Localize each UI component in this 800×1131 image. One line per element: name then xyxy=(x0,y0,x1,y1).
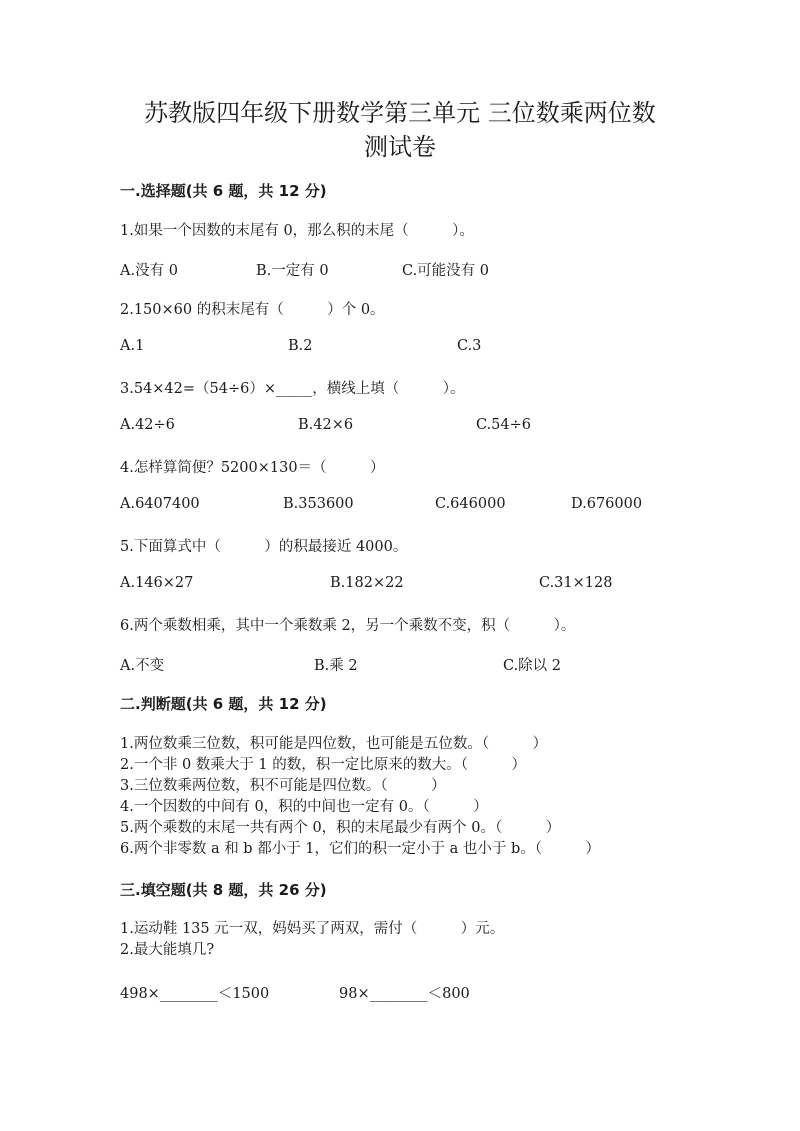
question-option: A.42÷6 xyxy=(120,417,175,433)
question-option: A.没有 0 xyxy=(120,263,178,279)
judge-item: 1.两位数乘三位数，积可能是四位数，也可能是五位数。（ ） xyxy=(120,736,548,752)
question-option: B.2 xyxy=(288,338,313,354)
judge-item: 4.一个因数的中间有 0，积的中间也一定有 0。（ ） xyxy=(120,799,488,815)
question-text: 3.54×42=（54÷6）×_____，横线上填（ ）。 xyxy=(120,381,465,397)
question-option: C.646000 xyxy=(435,496,506,512)
section-heading: 一.选择题(共 6 题，共 12 分) xyxy=(120,182,327,200)
question-option: C.3 xyxy=(457,338,482,354)
question-option: D.676000 xyxy=(571,496,643,512)
section-heading: 三.填空题(共 8 题，共 26 分) xyxy=(120,881,327,899)
judge-item: 6.两个非零数 a 和 b 都小于 1，它们的积一定小于 a 也小于 b。（ ） xyxy=(120,841,601,857)
page-title-line-2: 测试卷 xyxy=(364,133,436,161)
question-option: C.除以 2 xyxy=(503,658,562,674)
question-option: B.一定有 0 xyxy=(256,263,329,279)
fill-blank-expression: 498×________＜1500 xyxy=(120,986,270,1002)
question-option: A.不变 xyxy=(120,658,165,674)
question-option: C.31×128 xyxy=(539,575,613,591)
question-option: A.6407400 xyxy=(120,496,200,512)
question-text: 1.如果一个因数的末尾有 0，那么积的末尾（ ）。 xyxy=(120,223,474,239)
judge-item: 5.两个乘数的末尾一共有两个 0，积的末尾最少有两个 0。（ ） xyxy=(120,820,561,836)
question-text: 2.150×60 的积末尾有（ ）个 0。 xyxy=(120,302,385,318)
question-option: B.乘 2 xyxy=(314,658,358,674)
question-text: 6.两个乘数相乘，其中一个乘数乘 2，另一个乘数不变，积（ ）。 xyxy=(120,618,576,634)
question-option: A.146×27 xyxy=(120,575,194,591)
question-text: 4.怎样算简便？5200×130＝（ ） xyxy=(120,460,385,476)
fill-blank-expression: 98×________＜800 xyxy=(339,986,470,1002)
question-option: C.可能没有 0 xyxy=(402,263,490,279)
fill-item: 1.运动鞋 135 元一双，妈妈买了两双，需付（ ）元。 xyxy=(120,921,505,937)
question-option: B.353600 xyxy=(283,496,354,512)
question-option: B.42×6 xyxy=(298,417,354,433)
judge-item: 2.一个非 0 数乘大于 1 的数，积一定比原来的数大。（ ） xyxy=(120,757,526,773)
question-option: B.182×22 xyxy=(330,575,404,591)
judge-item: 3.三位数乘两位数，积不可能是四位数。（ ） xyxy=(120,778,446,794)
section-heading: 二.判断题(共 6 题，共 12 分) xyxy=(120,695,327,713)
page-title-line-1: 苏教版四年级下册数学第三单元 三位数乘两位数 xyxy=(144,99,656,127)
question-text: 5.下面算式中（ ）的积最接近 4000。 xyxy=(120,539,408,555)
fill-item: 2.最大能填几? xyxy=(120,942,215,958)
question-option: A.1 xyxy=(120,338,145,354)
question-option: C.54÷6 xyxy=(476,417,532,433)
